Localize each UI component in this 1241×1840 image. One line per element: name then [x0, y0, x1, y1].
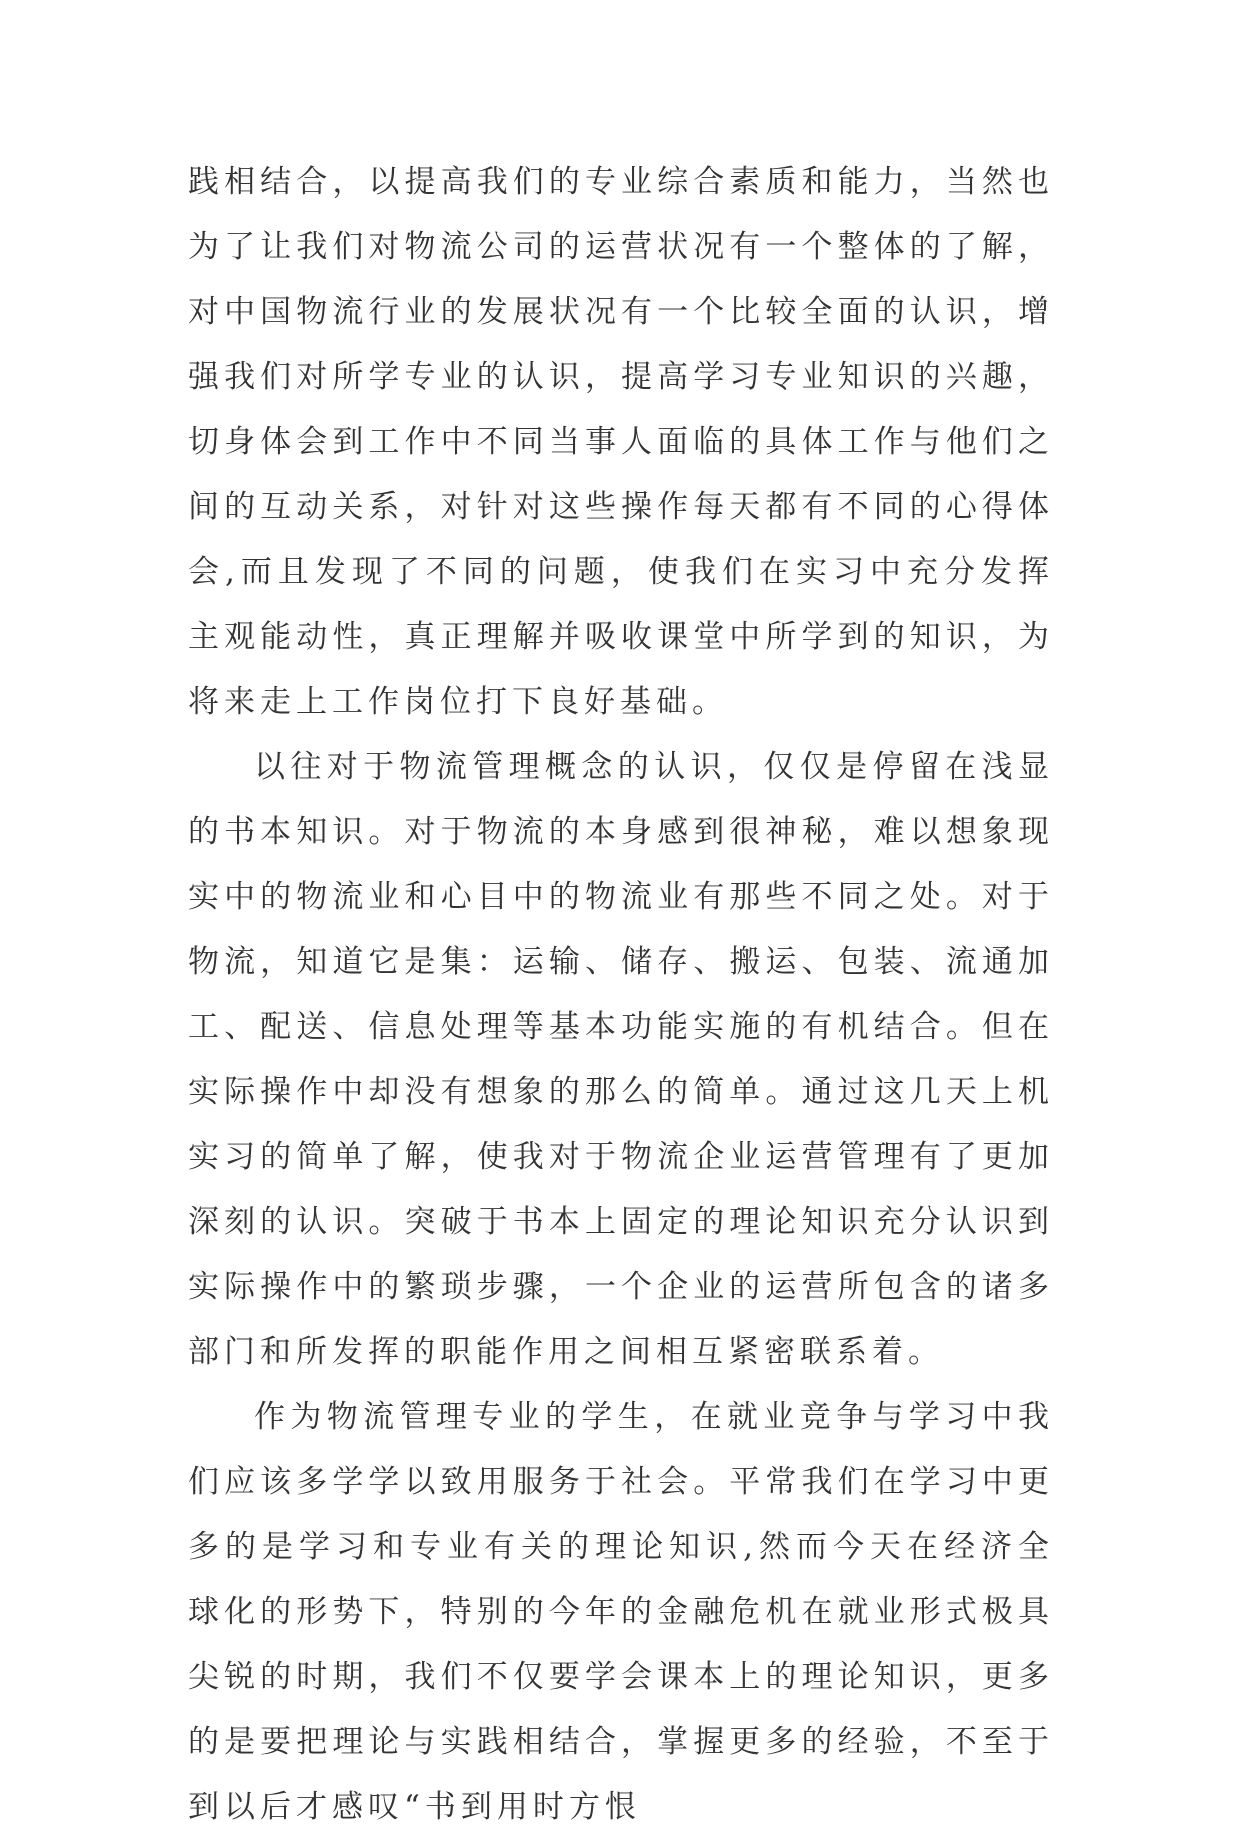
paragraph-2: 以往对于物流管理概念的认识，仅仅是停留在浅显的书本知识。对于物流的本身感到很神秘，难以想象现实中的物流业和心目中的物流业有那些不同之处。对于物流，知道它是集：运输、储存、搬运、包装、流通加工、配送、信息处理等基本功能实施的有机结合。但在实际操作中却没有想象的那么的简单。通过这几天上机实习的简单了解，使我对于物流企业运营管理有了更加深刻的认识。突破于书本上固定的理论知识充分认识到实际操作中的繁琐步骤，一个企业的运营所包含的诸多部门和所发挥的职能作用之间相互紧密联系着。 — [188, 749, 1054, 1370]
document-body — [188, 150, 1054, 1840]
paragraph-1: 践相结合，以提高我们的专业综合素质和能力，当然也为了让我们对物流公司的运营状况有一个整体的了解，对中国物流行业的发展状况有一个比较全面的认识，增强我们对所学专业的认识，提高学习专业知识的兴趣，切身体会到工作中不同当事人面临的具体工作与他们之间的互动关系，对针对这些操作每天都有不同的心得体会,而且发现了不同的问题，使我们在实习中充分发挥主观能动性，真正理解并吸收课堂中所学到的知识，为将来走上工作岗位打下良好基础。 — [188, 164, 1054, 720]
paragraph-3: 作为物流管理专业的学生，在就业竞争与学习中我们应该多学学以致用服务于社会。平常我们在学习中更多的是学习和专业有关的理论知识,然而今天在经济全球化的形势下，特别的今年的金融危机在就业形式极具尖锐的时期，我们不仅要学会课本上的理论知识，更多的是要把理论与实践相结合，掌握更多的经验，不至于到以后才感叹“书到用时方恨 — [188, 1399, 1054, 1825]
